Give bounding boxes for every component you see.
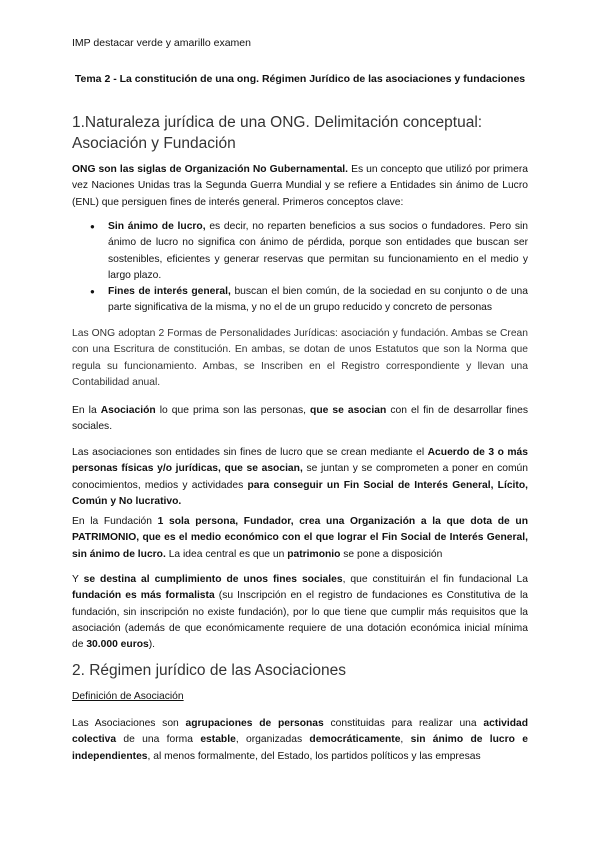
- key-concepts-list: [108, 219, 528, 317]
- section1-paragraph-3: En la Asociación lo que prima son las personas, que se asocian con el fin de desarrollar fines sociales.: [72, 405, 528, 433]
- section1-paragraph-5: En la Fundación 1 sola persona, Fundador, crea una Organización a la que dota de un PATRIMONIO, que es el medio económico con el que lograr el Fin Social de Interés General, sin ánimo de lucro. La idea central es que un patrimonio se pone a disposición: [72, 516, 528, 560]
- section1-paragraph-6: Y se destina al cumplimiento de unos fines sociales, que constituirán el fin fundacional La fundación es más formalista (su Inscripción en el registro de fundaciones es Constitutiva de la fundación, sin inscripción no existe fundación), por lo que tiene que cumplir más requisitos que la asociación (además de que económicamente requiere de una dotación económica inicial mínima de 30.000 euros).: [72, 574, 528, 651]
- section1-paragraph-4: Las asociaciones son entidades sin fines de lucro que se crean mediante el Acuerdo de 3 o más personas físicas y/o jurídicas, que se asocian, se juntan y se comprometen a poner en común conocimientos, medios y actividades para conseguir un Fin Social de Interés General, Lícito, Común y No lucrativo.: [72, 447, 529, 507]
- list-item: ● Sin ánimo de lucro, es decir, no reparten beneficios a sus socios o fundadores. Pero sin ánimo de lucro no significa con ánimo de pérdida, porque son entidades que buscan ser sostenibles, eficientes y generar reservas que permitan su funcionamiento en el medio y largo plazo.: [108, 219, 528, 284]
- header-note: IMP destacar verde y amarillo examen: [72, 37, 251, 49]
- section2-paragraph-1: Las Asociaciones son agrupaciones de personas constituidas para realizar una actividad colectiva de una forma estable, organizadas democráticamente, sin ánimo de lucro e independientes, al menos formalmente, del Estado, los partidos políticos y las empresas: [72, 718, 528, 762]
- section1-paragraph-2: Las ONG adoptan 2 Formas de Personalidades Jurídicas: asociación y fundación. Ambas se Crean con una Escritura de constitución. En ambas, se dotan de unos Estatutos que son la Norma que regula su funcionamiento. Ambas, se Inscriben en el Registro correspondiente y llevan una Contabilidad anual.: [72, 328, 528, 388]
- section2-subheading: Definición de Asociación: [72, 691, 184, 702]
- document-title: Tema 2 - La constitución de una ong. Régimen Jurídico de las asociaciones y fundaciones: [74, 73, 526, 85]
- section1-heading: 1.Naturaleza jurídica de una ONG. Delimitación conceptual: Asociación y Fundación: [72, 114, 483, 152]
- list-item: ● Fines de interés general, buscan el bien común, de la sociedad en su conjunto o de una parte significativa de la misma, y no el de un grupo reducido y concreto de personas: [108, 284, 528, 317]
- section1-paragraph-1: ONG son las siglas de Organización No Gubernamental. Es un concepto que utilizó por primera vez Naciones Unidas tras la Segunda Guerra Mundial y se refiere a Entidades sin ánimo de Lucro (ENL) que persiguen fines de interés general. Primeros conceptos clave:: [72, 164, 528, 208]
- section2-heading: 2. Régimen jurídico de las Asociaciones: [72, 662, 346, 679]
